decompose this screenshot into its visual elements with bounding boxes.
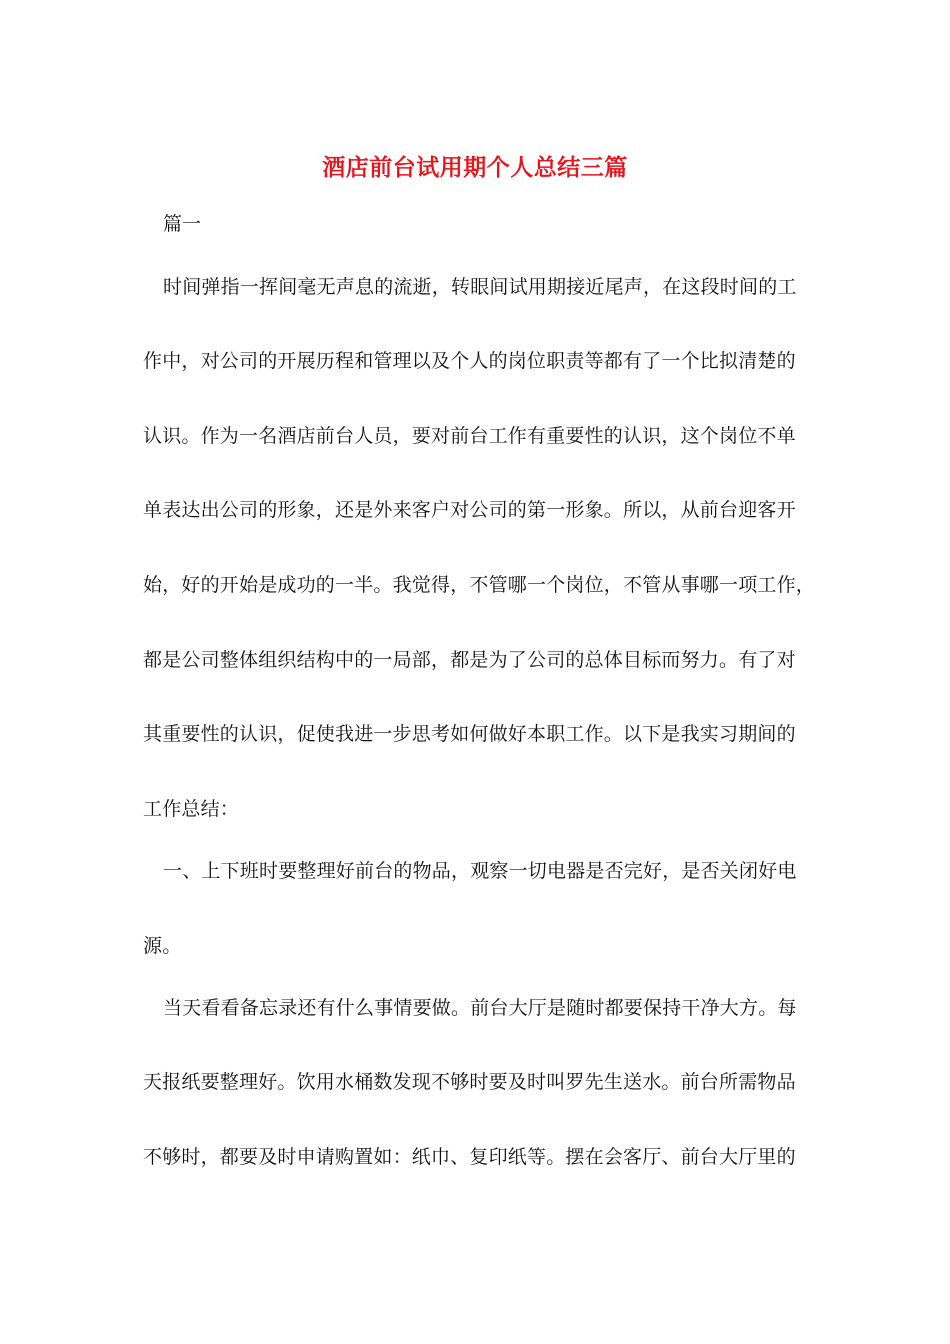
paragraph-line: 工作总结： [143,798,240,820]
paragraph-line: 当天看看备忘录还有什么事情要做。前台大厅是随时都要保持干净大方。每 [163,997,797,1019]
paragraph-line: 认识。作为一名酒店前台人员，要对前台工作有重要性的认识，这个岗位不单 [143,425,796,447]
paragraph-line: 单表达出公司的形象，还是外来客户对公司的第一形象。所以，从前台迎客开 [143,499,796,521]
paragraph-line: 天报纸要整理好。饮用水桶数发现不够时要及时叫罗先生送水。前台所需物品 [143,1071,796,1093]
section-heading: 篇一 [163,213,202,235]
paragraph-line: 都是公司整体组织结构中的一局部，都是为了公司的总体目标而努力。有了对 [143,649,796,671]
paragraph-line: 其重要性的认识，促使我进一步思考如何做好本职工作。以下是我实习期间的 [143,723,796,745]
paragraph-line: 始，好的开始是成功的一半。我觉得，不管哪一个岗位，不管从事哪一项工作， [143,574,816,596]
document-title: 酒店前台试用期个人总结三篇 [322,154,628,181]
paragraph-line: 时间弹指一挥间毫无声息的流逝，转眼间试用期接近尾声，在这段时间的工 [163,276,797,298]
paragraph-line: 源。 [143,935,182,957]
paragraph-line: 作中，对公司的开展历程和管理以及个人的岗位职责等都有了一个比拟清楚的 [143,350,796,372]
paragraph-line: 不够时，都要及时申请购置如：纸巾、复印纸等。摆在会客厅、前台大厅里的 [143,1146,796,1168]
paragraph-line: 一、上下班时要整理好前台的物品，观察一切电器是否完好，是否关闭好电 [163,860,797,882]
